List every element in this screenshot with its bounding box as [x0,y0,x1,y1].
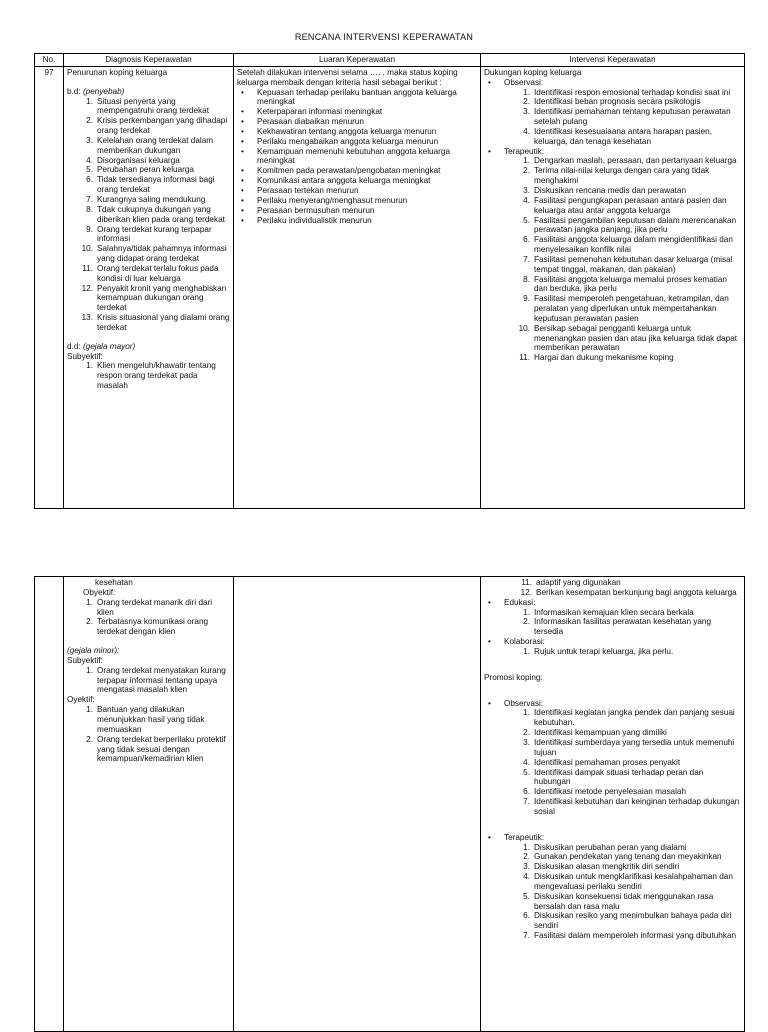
list-item: • Perasaan diabaikan menurun [237,117,477,127]
outcome-cell [234,577,481,1032]
list-item: Krisis situasional yang dialami orang terdekat [97,313,230,332]
list-item: Tidak tersedianya informasi bagi orang terdekat [97,175,215,195]
list-item: Perubahan peran keluarga [97,165,194,175]
list-item: Orang terdekat terlalu fokus pada kondisi di luar keluarga [97,263,219,283]
list-item: • Perasaan bermusuhan menurun [237,206,477,216]
list-item: Diskusikan rencana medis dan perawatan [534,185,687,195]
list-item: Identifikasi kegiatan jangka pendek dan panjang sesuai kebutuhan. [534,708,735,728]
observasi-label: Observasi: [504,77,544,87]
list-item: • Keterpaparan informasi meningkat [237,107,477,117]
list-item: Orang terdekat berperilaku protektif yang tidak sesuai dengan kemampuan/kemadirian klien [97,734,226,764]
intervention-cell [481,577,745,1032]
care-plan-table [34,53,745,509]
diagnosis-cell [64,577,234,1032]
list-item: Klien mengeluh/khawatir tentang respon orang terdekat pada masalah [97,361,216,391]
cause-heading: b.d: (penyebab) [67,86,125,96]
list-item: Identifikasi beban prognosis secara psikologis [534,97,701,107]
major-subjective-continued: kesehatan [95,578,133,587]
major-objective-list [67,598,230,637]
row-number: 97 [44,67,54,77]
promosi-koping-title: Promosi koping: [484,672,543,682]
minor-objective-label: Oyektif: [67,695,95,705]
list-item: Situasi penyerta yang mempengatruhi orang terdekat [97,96,209,116]
table-row [35,66,745,508]
list-item: Identifikasi sumberdaya yang tersedia untuk memenuhi tujuan [534,737,735,757]
intervention-title: Dukungan koping keluarga [484,67,582,77]
list-item: Orang terdekat menyatakan kurang terpapar informasi tentang upaya mengatasi masalah klien [97,665,226,695]
terapeutik-list-continued [484,578,741,598]
list-item: Berikan kesempatan berkunjung bagi anggota keluarga [536,587,737,597]
list-item: Diskusikan resiko yang menimbulkan bahaya pada diri sendiri [534,911,732,931]
list-item: Hargai dan dukung mekanisme koping [534,353,674,363]
promosi-terapeutik-label: Terapeutik: [504,832,545,842]
intervention-cell [481,66,745,508]
header-intervention: Intervensi Keperawatan [481,54,745,67]
promosi-sections-2 [484,833,741,941]
list-item: Krisis perkembangan yang dihadapi orang terdekat [97,116,228,136]
header-outcome: Luaran Keperawatan [234,54,481,67]
table-row [35,577,745,1032]
list-item: Fasilitasi memperoleh pengetahuan, ketrampilan, dan peralatan yang diperlukan untuk mempertahankan keputusan perawatan pasien [534,294,729,323]
minor-subjective-label: Subyektif: [67,655,103,665]
terapeutik-label: Terapeutik: [504,146,545,156]
outcome-intro: Setelah dilakukan intervensi selama …. , maka status koping keluarga membaik dengan kriteria hasil sebagai berikut : [237,67,458,87]
list-item: • Komitmen pada perawatan/pengobatan meningkat [237,166,477,176]
promosi-observasi-section [484,699,741,817]
list-item: Diskusikan alasan mengkritik diri sendiri [534,862,680,872]
subjective-label: Subyektif: [67,351,103,361]
list-item: Fasilitasi pengungkapan perasaan antara pasien dan keluarga atau antar anggota keluarga [534,195,727,215]
list-item: Orang terdekat manarik diri dari klien [97,597,213,617]
list-item: Dengarkan maslah, perasaan, dan pertanyaan keluarga [534,156,737,166]
list-item: Kelelahan orang terdekat dalam memberikan dukungan [97,135,214,155]
list-item: Identifikasi kemampuan yang dimiliki [534,728,667,738]
kolaborasi-section [484,637,741,657]
diagnosis-title: Penurunan koping keluarga [67,67,168,77]
list-item: Tdak cukupnya dukungan yang diberikan klien pada orang terdekat [97,204,225,224]
list-item: • Perasaan tertekan menurun [237,186,477,196]
list-item: Bantuan yang dilakukan menunjukkan hasil yang tidak memuaskan [97,705,205,734]
list-item: Fasilitasi pemenuhan kebutuhan dasar keluarga (misal tempat tinggal, makanan, dan pakaian) [534,254,733,274]
row-number-cell [35,66,64,508]
list-item: Fasilitasi anggota keluarga dalam mengidentifikasi dan menyelesaikan konfilk nilai [534,235,733,255]
kolaborasi-label: Kolaborasi: [504,637,545,647]
kolaborasi-list [504,647,741,657]
list-item: Salahnya/tidak pahamnya informasi yang didapat orang terdekat [97,244,227,264]
promosi-sections [484,699,741,817]
edukasi-section [484,598,741,637]
terapeutik-list [504,156,741,363]
edukasi-label: Edukasi: [504,597,536,607]
list-item: Identifikasi dampak situasi terhadap peran dan hubungan [534,767,704,787]
promosi-terapeutik-section [484,833,741,941]
list-item: Informasikan kemajuan klien secara berkala [534,607,694,617]
observasi-list [504,88,741,147]
list-item: Identifikasi pemahaman tentang keputusan perawatan setelah pulang [534,107,731,127]
list-item: Orang terdekat kurang terpapar informasi [97,224,212,244]
edukasi-list [504,608,741,638]
minor-symptom-heading: (gejala minor): [67,646,120,656]
outcome-criteria-list [237,88,477,226]
header-diagnosis: Diagnosis Keperawatan [64,54,234,67]
minor-subjective-list [67,666,230,696]
document-page-2 [0,560,768,1024]
list-item: Fasilitasi anggota keluarga memalui proses kematian dan berduka, jika perlu [534,274,727,294]
promosi-observasi-list [504,708,741,816]
list-item: Rujuk untuk terapi keluarga, jika perlu. [534,646,674,656]
list-item: Disorganisasi keluarga [97,155,180,165]
list-item: Fasilitasi pengambilan keputusan dalam merencanakan perawatan jangka panjang, jika perlu [534,215,737,235]
list-item: Fasilitasi dalam memperoleh informasi yang dibutuhkan [534,931,737,941]
document-title: RENCANA INTERVENSI KEPERAWATAN [294,32,474,42]
list-item: Terima nilai-nilai kelurga dengan cara yang tidak menghakimi [534,166,710,186]
cause-list [67,97,230,333]
list-item: adaptif yang digunakan [536,578,621,587]
list-item: Identifikasi kesesuaiaana antara harapan pasien, keluarga, dan tenaga kesehatan [534,126,712,146]
minor-objective-list [67,705,230,764]
list-item: Diskusikan konsekuensi tidak menggunakan rasa bersalah dan rasa malu [534,891,714,911]
promosi-observasi-label: Observasi: [504,698,544,708]
promosi-terapeutik-list [504,843,741,941]
list-item: Gunakan pendekatan yang tenang dan meyakinkan [534,852,722,862]
list-item: Terbatasnya komunikasi orang terdekat dengan klien [97,617,209,637]
list-item: Identifikasi metode penyelesaian masalah [534,787,687,797]
intervention-sections-continued [484,598,741,657]
list-item: • Kemampuan memenuhi kebutuhan anggota keluarga meningkat [237,147,477,167]
objective-label: Obyektif: [83,587,116,597]
terapeutik-section [484,147,741,364]
list-item: • Perilaku menyerang/menghasut menurun [237,196,477,206]
list-item: Identifikasi pemahaman proses penyakit [534,757,681,767]
major-symptom-heading: d.d: (gejala mayor) [67,341,136,351]
list-item: Identifikasi kebutuhan dan keinginan terhadap dukungan sosial [534,797,740,816]
list-item: • Perilaku individualistik menurun [237,216,477,226]
intervention-sections [484,78,741,363]
list-item: Diskusikan perubahan peran yang dialami [534,842,687,852]
list-item: Diskusikan untuk mengklarifikasi kesalahpahaman dan mengevaluasi perilaku sendiri [534,872,733,891]
major-subjective-list [67,361,230,391]
list-item: Identifikasi respon emosional terhadap kondisi saat ini [534,87,731,97]
list-item: Bersikap sebagai pengganti keluarga untuk menenangkan pasien dan atau jika keluarga tidak dapat memberikan perawatan [534,323,738,353]
list-item: • Komunikasi antara anggota keluarga meningkat [237,176,477,186]
outcome-cell [234,66,481,508]
diagnosis-cell [64,66,234,508]
list-item: Kurangnya saling mendukung [97,194,206,204]
table-header-row [35,54,745,67]
list-item: • Perilaku mengabaikan anggota keluarga menurun [237,137,477,147]
observasi-section [484,78,741,147]
care-plan-table-continued [34,576,745,1032]
list-item: • Kekhawatiran tentang anggota keluarga menurun [237,127,477,137]
row-number-cell [35,577,64,1032]
list-item: Informasikan fasilitas perawatan kesehatan yang tersedia [534,617,712,637]
header-no: No. [35,54,64,67]
list-item: Penyakit kronit yang menghabiskan kemampuan dukungan orang terdekat [97,283,227,313]
list-item: • Kepuasan terhadap perilaku bantuan anggota keluarga meningkat [237,88,477,108]
